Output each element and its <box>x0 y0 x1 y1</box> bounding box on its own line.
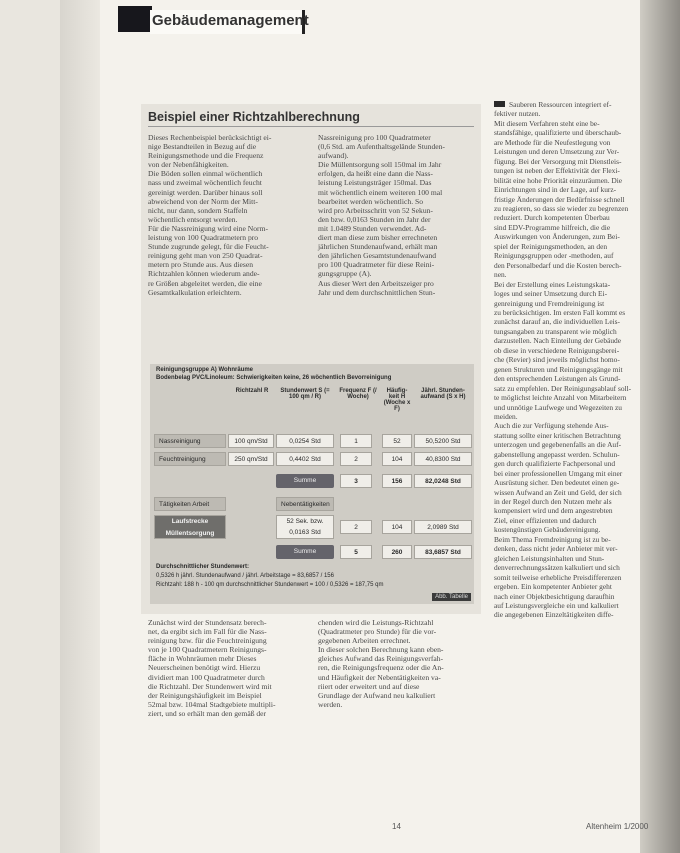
cell-feucht-total: 40,8300 Std <box>414 452 472 466</box>
cell-muell-f: 2 <box>340 520 372 534</box>
cell-nass-total: 50,5200 Std <box>414 434 472 448</box>
box-text-line: nass und zweimal wöchentlich feucht <box>148 178 262 188</box>
body-text-line: gabenstellung angepasst werden. Schulun- <box>494 449 620 459</box>
body-text-line: Auswirkungen von Änderungen, zum Bei- <box>494 232 620 242</box>
cell-feucht-r: 250 qm/Std <box>228 452 274 466</box>
body-text-line: ergeben. Ein kompetenter Anbieter geht <box>494 582 612 592</box>
page-shadow-left <box>60 0 100 853</box>
sum2-total: 83,6857 Std <box>414 545 472 559</box>
body-text-line: fläche in Wohnräumen mehr Dieses <box>148 654 257 664</box>
box-text-line: Gesamtkalkulation erleichtern. <box>148 287 242 297</box>
body-text-line: genreinigung und Fremdreinigung ist <box>494 298 605 308</box>
col-header-frequenz: Frequenz F (/ Woche) <box>339 388 377 400</box>
body-text-line: gleichen Leistungsinhalten und Stun- <box>494 553 605 563</box>
body-text-line: te möglichst leichte Anzahl von Mitarbeitern <box>494 393 627 403</box>
box-title: Beispiel einer Richtzahlberechnung <box>148 110 360 124</box>
body-text-line: Beim Thema Fremdreinigung ist zu be- <box>494 534 611 544</box>
body-text-line: Ziel, einer effizienten und dadurch <box>494 515 597 525</box>
box-title-rule <box>148 126 474 127</box>
box-text-line: nige Bestandteilen in Bezug auf die <box>148 142 257 152</box>
body-text-line: Sauberen Ressourcen integriert ef- <box>494 100 654 109</box>
body-text-line: Leistungen und deren Umsetzung zur Ver- <box>494 147 620 157</box>
cell-feucht-f: 2 <box>340 452 372 466</box>
box-text-line: Für die Nassreinigung wird eine Norm- <box>148 223 268 233</box>
body-text-line: nach einer Objektbesichtigung daraufhin <box>494 591 615 601</box>
body-text-line: Zunächst wird der Stundensatz berech- <box>148 618 267 627</box>
body-text-line: are Methode für die Neufestlegung von <box>494 137 611 147</box>
cell-nass-r: 100 qm/Std <box>228 434 274 448</box>
col-header-haeufigkeit: Häufig-keit H (Woche x F) <box>383 388 411 412</box>
row-label-feucht: Feuchtreinigung <box>154 452 226 466</box>
box-text-line: abweichend von der Norm der Mitt- <box>148 196 258 206</box>
body-text-line: riiert oder erweitert und auf diese <box>318 681 420 691</box>
body-text-line: denverrechnungssätzen kalkuliert und sich <box>494 563 620 573</box>
body-text-line: der Reinigungshäufigkeit im Beispiel <box>148 690 262 700</box>
right-column <box>494 100 654 620</box>
box-text-line: den bzw. 0,0163 Stunden im Jahr der <box>318 214 431 224</box>
body-text-line: gegebenen Arbeiten errechnet. <box>318 636 411 646</box>
body-text-line: spiel der Reinigungsmethoden, an den <box>494 241 608 251</box>
cell-muell-s: 52 Sek. bzw. 0,0163 Std <box>276 515 334 539</box>
body-text-line: reduziert. Durch kompetenten Überbau <box>494 213 610 223</box>
body-text-line: Grundlage der Aufwand neu kalkuliert <box>318 690 436 700</box>
body-text-line: kostengünstigen Gebäudereinigung. <box>494 525 601 535</box>
body-text-line: fektiver nutzen. <box>494 109 541 119</box>
body-text-line: nen. <box>494 270 507 280</box>
box-text-line: aufwand). <box>318 151 349 161</box>
sum1-f: 3 <box>340 474 372 488</box>
body-text-line: tungen ist neben der Effektivität der Flexi- <box>494 166 620 176</box>
table-group-subtitle: Bodenbelag PVC/Linoleum: Schwierigkeiten keine, 26 wöchentlich Bevorreinigung <box>156 375 392 381</box>
body-text-line: satz zu empfehlen. Der Reinigungsablauf soll- <box>494 383 632 393</box>
body-text-line: Einrichtungen sind in der Lage, auf kurz- <box>494 185 617 195</box>
body-text-line: bilität eine hohe Priorität einzuräumen. Die <box>494 175 623 185</box>
cell-feucht-h: 104 <box>382 452 412 466</box>
issue-label: Altenheim 1/2000 <box>586 822 649 831</box>
box-text-line: bearbeitet werden wöchentlich. So <box>318 196 424 206</box>
body-text-line: gen durch qualifizierte Fachpersonal und <box>494 459 616 469</box>
box-text-line: leistung von 100 Quadratmetern pro <box>148 233 259 243</box>
box-text-line: diert man diese zum bisher errechneten <box>318 233 438 243</box>
body-text-line: darzustellen. Nach Einteilung der Gebäude <box>494 336 622 346</box>
box-text-line: Nassreinigung pro 100 Quadratmeter <box>318 133 431 142</box>
body-text-line: Bei der Erstellung eines Leistungskata- <box>494 279 611 289</box>
page-number: 14 <box>392 822 401 831</box>
box-text-line: Aus dieser Wert den Arbeitszeiger pro <box>318 278 434 288</box>
body-text-line: dividiert man 100 Quadratmeter durch <box>148 672 265 682</box>
col-header-jahresaufwand: Jährl. Stunden-aufwand (S x H) <box>420 388 466 400</box>
body-text-line: denken, dass nicht jeder Anbieter mit ver- <box>494 544 618 554</box>
body-column-1 <box>148 618 308 718</box>
cell-nass-s: 0,0254 Std <box>276 434 334 448</box>
body-text-line: fristige Änderungen der Bedürfnisse schnell <box>494 194 625 204</box>
body-text-line: in der Regel durch den Nutzen mehr als <box>494 497 612 507</box>
box-text-line: leistung Leistungsträger 150mal. Das <box>318 178 432 188</box>
col-header-stundenwert: Stundenwert S (= 100 qm / R) <box>280 388 330 400</box>
sum2-f: 5 <box>340 545 372 559</box>
body-text-line: auf Leistungsvergleiche ein und kalkuliert <box>494 601 619 611</box>
box-text-line: Jahr und dem durchschnittlichen Stun- <box>318 287 436 297</box>
body-text-line: ren, die Reinigungsfrequenz oder die An- <box>318 663 444 673</box>
body-text-line: unterzogen und gegebenenfalls an die Auf- <box>494 440 622 450</box>
cell-feucht-s: 0,4402 Std <box>276 452 334 466</box>
sum1-total: 82,0248 Std <box>414 474 472 488</box>
box-text-line: mit wöchentlich einem weiteren 100 mal <box>318 187 443 197</box>
body-text-line: sind EDV-Programme hilfreich, die die <box>494 222 611 232</box>
box-text-line: nicht, nur dann, sondern Staffeln <box>148 205 248 215</box>
body-text-line: net, da ergibt sich im Fall für die Nass- <box>148 627 267 637</box>
body-text-line: Mit diesem Verfahren steht eine be- <box>494 118 600 128</box>
body-text-line: Reinigungsgruppen oder -methoden, auf <box>494 251 614 261</box>
body-text-line: den Personalbedarf und die Kosten berech- <box>494 260 622 270</box>
intro-marker-icon <box>494 101 505 107</box>
body-text-line: und Häufigkeit der Nebentätigkeiten va- <box>318 672 441 682</box>
note-line-1: 0,5326 h jährl. Stundenaufwand / jährl. Arbeitstage = 83,6857 / 156 <box>156 573 334 579</box>
body-text-line: 52mal bzw. 104mal Stadtgebiete multipli- <box>148 699 276 709</box>
body-text-line: loges und seiner Umsetzung durch Ei- <box>494 289 608 299</box>
box-text-line: pro 100 Quadratmeter für diese Reini- <box>318 260 435 270</box>
col-header-richtzahl: Richtzahl R <box>235 388 269 394</box>
note-line-2: Richtzahl: 188 h - 100 qm durchschnittlicher Stundenwert = 100 / 0,5326 = 187,75 qm <box>156 582 384 588</box>
box-text-line: Reinigungsmethode und die Frequenz <box>148 151 264 161</box>
box-column-2 <box>318 133 476 297</box>
box-text-line: Dieses Rechenbeispiel berücksichtigt ei- <box>148 133 272 142</box>
box-text-line: wird pro Arbeitsschritt von 52 Sekun- <box>318 205 433 215</box>
box-text-line: von der Nebenfähigkeiten. <box>148 160 229 170</box>
body-text-line: und unnötige Laufwege und Wegezeiten zu <box>494 402 622 412</box>
body-text-line: chenden wird die Leistungs-Richtzahl <box>318 618 434 627</box>
box-text-line: (0,6 Std. am Aufenthaltsgelände Stunden- <box>318 142 445 152</box>
body-text-line: tungsangaben zu transparent wie möglich <box>494 326 617 336</box>
body-text-line: die angegebenen Einzeltätigkeiten diffe- <box>494 610 614 620</box>
table-source-badge: Abb. Tabelle <box>432 593 471 601</box>
box-text-line: wöchentlich entsorgt werden. <box>148 214 238 224</box>
body-text-line: wissen Aufwand an Zeit und Geld, der sich <box>494 487 622 497</box>
sum-label-2: Summe <box>276 545 334 559</box>
box-text-line: Richtzahlen können wiederum ande- <box>148 269 260 279</box>
cell-muell-h: 104 <box>382 520 412 534</box>
box-text-line: den jährlichen Gesamtstundenaufwand <box>318 251 437 261</box>
table-group-title: Reinigungsgruppe A) Wohnräume <box>156 367 253 373</box>
body-text-line: Ausrüstung sicher. Den bedeutet einen ge- <box>494 478 620 488</box>
body-column-2 <box>318 618 476 709</box>
header-tab-mark <box>118 6 152 32</box>
body-text-line: werden. <box>318 699 343 709</box>
box-text-line: Die Müllentsorgung soll 150mal im Jahr <box>318 160 442 170</box>
cell-nass-f: 1 <box>340 434 372 448</box>
sum-label-1: Summe <box>276 474 334 488</box>
sum2-h: 260 <box>382 545 412 559</box>
box-text-line: Die Böden sollen einmal wöchentlich <box>148 169 263 179</box>
body-text-line: fügung. Bei der Versorgung mit Dienstleis- <box>494 156 622 166</box>
cell-muell-total: 2,0989 Std <box>414 520 472 534</box>
section-header: Gebäudemanagement <box>150 10 305 34</box>
box-text-line: re Größen abgeleitet werden, die eine <box>148 278 262 288</box>
box-text-line: erfolgen, da heißt eine dann die Nass- <box>318 169 433 179</box>
box-text-line: jährlichen Stundenaufwand, erhält man <box>318 242 438 252</box>
body-text-line: zu berücksichtigen. Im ersten Fall kommt es <box>494 307 626 317</box>
body-text-line: che (Revier) sind jeweils möglichst homo- <box>494 355 620 365</box>
note-title: Durchschnittlicher Stundenwert: <box>156 564 250 570</box>
body-text-line: In dieser solchen Berechnung kann eben- <box>318 645 444 655</box>
body-text-line: kompensiert wird und dem angestrebten <box>494 506 613 516</box>
body-text-line: meiden. <box>494 411 518 421</box>
box-text-line: gereinigt werden. Darüber hinaus soll <box>148 187 263 197</box>
box-text-line: gungsgruppe (A). <box>318 269 372 279</box>
body-text-line: ob diese in verschiedene Reinigungsberei- <box>494 345 620 355</box>
extra-right-label: Nebentätigkeiten <box>276 497 334 511</box>
box-text-line: reinigung geht man von 250 Quadrat- <box>148 251 263 261</box>
body-text-line: Neuerscheinen benötigt wird. Hierzu <box>148 663 261 673</box>
body-text-line: ziert, und so erhält man den gemäß der <box>148 708 267 718</box>
row-label-muell: Laufstrecke Müllentsorgung <box>154 515 226 539</box>
row-label-nass: Nassreinigung <box>154 434 226 448</box>
sum1-h: 156 <box>382 474 412 488</box>
body-text-line: genen Strukturen und Reinigungsgänge mit <box>494 364 623 374</box>
body-text-line: Auch die zur Verfügung stehende Aus- <box>494 421 609 431</box>
body-text-line: die Richtzahl. Der Stundenwert wird mit <box>148 681 272 691</box>
calculation-table <box>150 364 474 604</box>
box-text-line: Stunde zugrunde gelegt, für die Feucht- <box>148 242 269 252</box>
body-text-line: (Quadratmeter pro Stunde) für die vor- <box>318 627 437 637</box>
box-text-line: mit 1.0489 Stunden verwendet. Ad- <box>318 223 427 233</box>
body-text-line: standsfähige, qualifizierte und überschaub- <box>494 128 622 138</box>
body-text-line: den entsprechenden Leistungen als Grund- <box>494 374 621 384</box>
body-text-line: zu reagieren, so dass sie wieder zu begrenzen <box>494 203 629 213</box>
body-text-line: reinigung bzw. für die Feuchtreinigung <box>148 636 267 646</box>
body-text-line: somit teilweise erhebliche Preisdifferenzen <box>494 572 622 582</box>
body-text-line: bei einer professionellen Umgang mit einer <box>494 468 623 478</box>
cell-nass-h: 52 <box>382 434 412 448</box>
box-text-line: metern pro Stunde aus. Aus diesen <box>148 260 254 270</box>
body-text-line: zunächst darauf an, die individuellen Leis- <box>494 317 621 327</box>
body-text-line: von je 100 Quadratmetern Reinigungs- <box>148 645 267 655</box>
body-text-line: stattung sollte einer kritischen Betrachtung <box>494 430 621 440</box>
extra-left-label: Tätigkeiten Arbeit <box>154 497 226 511</box>
box-column-1 <box>148 133 308 297</box>
body-text-line: gleiches Aufwand das Reinigungsverfah- <box>318 654 444 664</box>
